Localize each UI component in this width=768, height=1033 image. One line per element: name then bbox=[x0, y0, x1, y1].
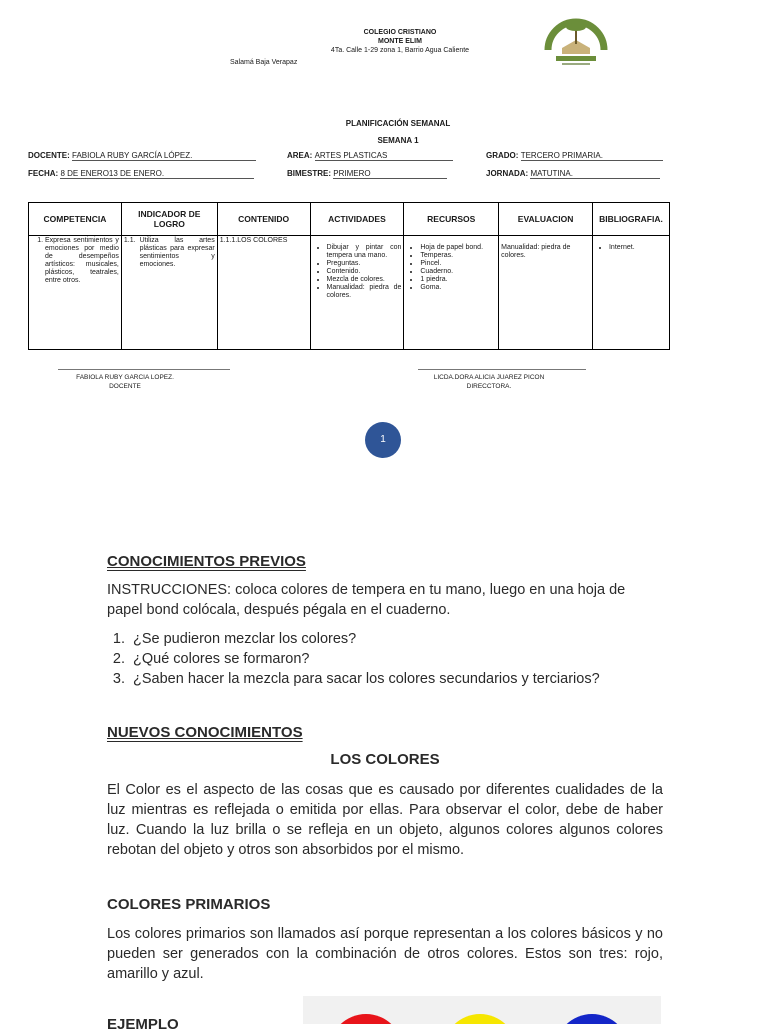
signature-line-right bbox=[418, 369, 586, 370]
recurso-item: • Temperas. bbox=[420, 252, 496, 260]
blue-swatch bbox=[555, 1014, 629, 1024]
table-header-row bbox=[29, 203, 670, 236]
header-contenido: CONTENIDO bbox=[217, 203, 310, 236]
signature-left bbox=[40, 373, 210, 391]
previos-instructions: INSTRUCCIONES: coloca colores de tempera en tu mano, luego en una hoja de papel bond colócala, después pégala en el cuaderno. bbox=[107, 582, 626, 618]
red-swatch bbox=[329, 1014, 403, 1024]
actividad-item: • Mezcla de colores. bbox=[327, 276, 402, 284]
field-grado bbox=[486, 151, 663, 161]
actividad-item: • Contenido. bbox=[327, 268, 402, 276]
field-fecha bbox=[28, 169, 254, 179]
actividad-item: • Preguntas. bbox=[327, 260, 402, 268]
cell-actividades bbox=[310, 236, 404, 350]
signature-left-name: FABIOLA RUBY GARCIA LOPEZ. bbox=[76, 374, 174, 381]
bimestre-label: BIMESTRE: bbox=[287, 169, 331, 178]
signature-line-left bbox=[58, 369, 230, 370]
plan-week: SEMANA 1 bbox=[377, 136, 419, 145]
indicador-number: 1.1. bbox=[123, 237, 136, 244]
cell-bibliografia bbox=[592, 236, 669, 350]
fecha-value: 8 DE ENERO13 DE ENERO. bbox=[60, 169, 254, 179]
planning-table bbox=[28, 202, 670, 350]
recurso-item: • Cuaderno. bbox=[420, 268, 496, 276]
nuevos-heading: NUEVOS CONOCIMIENTOS bbox=[107, 724, 303, 741]
nuevos-title: LOS COLORES bbox=[330, 751, 440, 768]
previos-heading: CONOCIMIENTOS PREVIOS bbox=[107, 553, 306, 570]
recurso-item: • 1 piedra. bbox=[420, 276, 496, 284]
evaluacion-text: Manualidad: piedra de colores. bbox=[501, 244, 571, 259]
yellow-swatch bbox=[443, 1014, 517, 1024]
signature-left-role: DOCENTE bbox=[109, 383, 141, 390]
question-item: 3. ¿Saben hacer la mezcla para sacar los colores secundarios y terciarios? bbox=[129, 669, 685, 689]
jornada-value: MATUTINA. bbox=[530, 169, 660, 179]
competencia-item: 1. Expresa sentimientos y emociones por medio de desempeños artísticos: musicales, plásticos, teatrales, entre otros. bbox=[45, 237, 119, 285]
cell-recursos bbox=[404, 236, 499, 350]
cell-competencia bbox=[29, 236, 122, 350]
signature-right-name: LICDA.DORA ALICIA JUAREZ PICON bbox=[433, 374, 545, 381]
school-header bbox=[290, 28, 510, 55]
table-row bbox=[29, 236, 670, 350]
docente-label: DOCENTE: bbox=[28, 151, 70, 160]
school-subname: MONTE ELIM bbox=[378, 38, 422, 45]
school-city: Salamá Baja Verapaz bbox=[230, 59, 298, 66]
signature-right-role: DIRECCTORA. bbox=[466, 383, 512, 390]
school-name: COLEGIO CRISTIANO bbox=[363, 29, 437, 36]
signature-right bbox=[404, 373, 574, 391]
area-label: AREA: bbox=[287, 151, 313, 160]
header-indicador: INDICADOR DE LOGRO bbox=[121, 203, 217, 236]
cell-evaluacion bbox=[499, 236, 593, 350]
page-number-badge: 1 bbox=[365, 422, 401, 458]
recurso-item: • Pincel. bbox=[420, 260, 496, 268]
fecha-label: FECHA: bbox=[28, 169, 59, 178]
primarios-heading: COLORES PRIMARIOS bbox=[107, 896, 271, 913]
bibliografia-item: • Internet. bbox=[609, 244, 667, 252]
recurso-item: • Hoja de papel bond. bbox=[420, 244, 496, 252]
jornada-label: JORNADA: bbox=[486, 169, 529, 178]
header-competencia: COMPETENCIA bbox=[29, 203, 122, 236]
plan-title: PLANIFICACIÓN SEMANAL bbox=[345, 119, 451, 128]
field-bimestre bbox=[287, 169, 447, 179]
header-actividades: ACTIVIDADES bbox=[310, 203, 404, 236]
primary-colors-image bbox=[303, 996, 661, 1024]
actividad-item: • Manualidad: piedra de colores. bbox=[327, 284, 402, 300]
previos-questions bbox=[107, 629, 685, 689]
primarios-paragraph: Los colores primarios son llamados así porque representan a los colores básicos y no pueden ser generados con la combinación de otros colores. Estos son tres: rojo, amarillo y azul. bbox=[107, 926, 663, 982]
area-value: ARTES PLASTICAS bbox=[315, 151, 453, 161]
field-jornada bbox=[486, 169, 660, 179]
cell-indicador bbox=[121, 236, 217, 350]
grado-label: GRADO: bbox=[486, 151, 519, 160]
header-recursos: RECURSOS bbox=[404, 203, 499, 236]
field-area bbox=[287, 151, 453, 161]
recurso-item: • Goma. bbox=[420, 284, 496, 292]
header-bibliografia: BIBLIOGRAFIA. bbox=[592, 203, 669, 236]
field-docente bbox=[28, 151, 256, 161]
school-seal-logo bbox=[540, 10, 612, 70]
question-item: 1. ¿Se pudieron mezclar los colores? bbox=[129, 629, 685, 649]
question-item: 2. ¿Qué colores se formaron? bbox=[129, 649, 685, 669]
header-evaluacion: EVALUACION bbox=[499, 203, 593, 236]
school-address: 4Ta. Calle 1-29 zona 1, Barrio Agua Caliente bbox=[330, 47, 470, 54]
cell-contenido: 1.1.1.LOS COLORES bbox=[217, 236, 310, 350]
actividad-item: • Dibujar y pintar con tempera una mano. bbox=[327, 244, 402, 260]
ejemplo-heading: EJEMPLO bbox=[107, 1016, 179, 1033]
grado-value: TERCERO PRIMARIA. bbox=[521, 151, 663, 161]
docente-value: FABIOLA RUBY GARCÍA LÓPEZ. bbox=[72, 151, 256, 161]
nuevos-paragraph: El Color es el aspecto de las cosas que es causado por diferentes cualidades de la luz mientras es reflejada o emitida por ellas. Para observar el color, debe de haber luz. Cuando la luz brilla o se refleja en un objeto, algunos colores algunos colores rebotan del objeto y otros son absorbidos por el mismo. bbox=[107, 782, 663, 858]
bimestre-value: PRIMERO bbox=[333, 169, 447, 179]
indicador-text: Utiliza las artes plásticas para expresar sentimientos y emociones. bbox=[139, 237, 215, 268]
